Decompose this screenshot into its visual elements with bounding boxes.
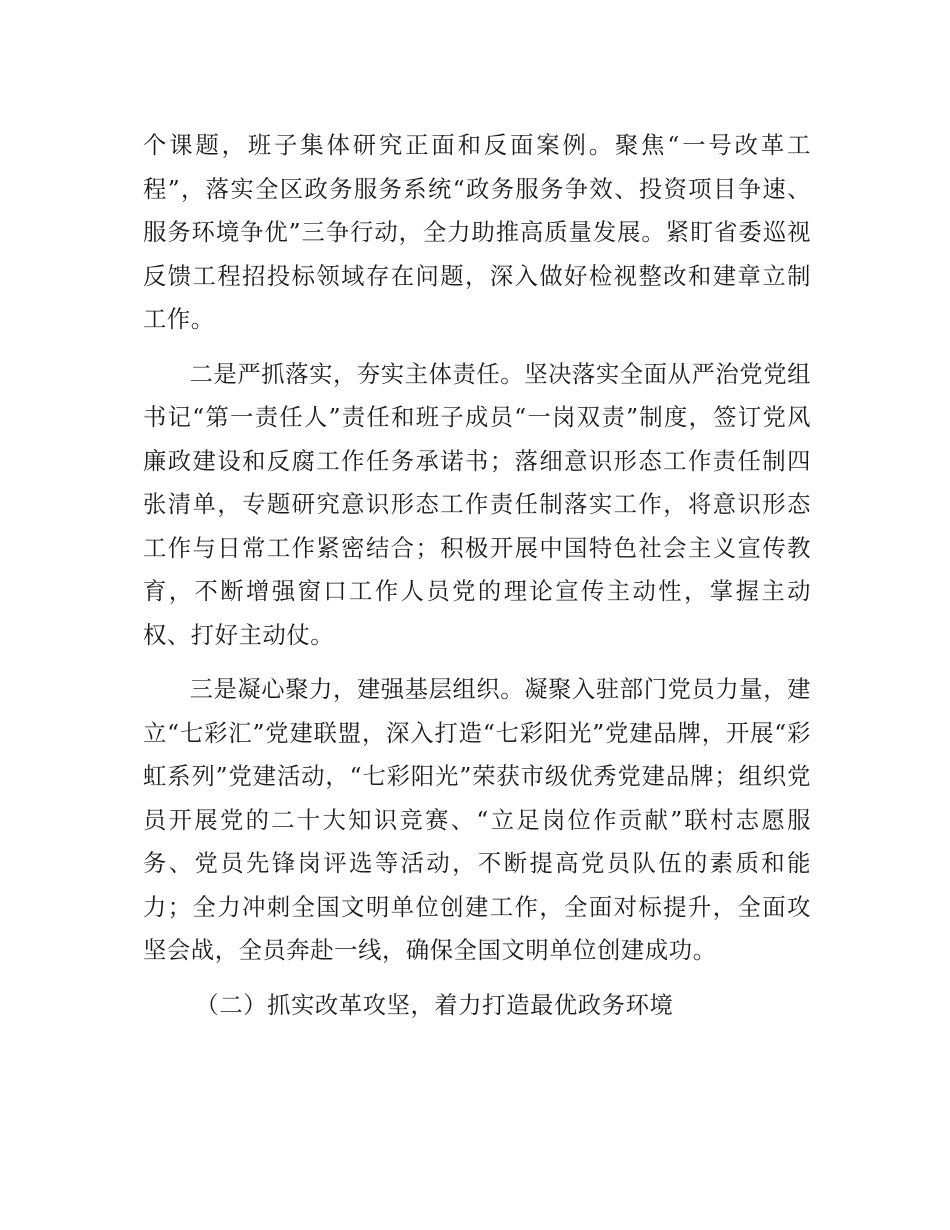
paragraph-continuation: 个课题，班子集体研究正面和反面案例。聚焦“一号改革工程”，落实全区政务服务系统“政务服务争效、投资项目争速、服务环境争优”三争行动，全力助推高质量发展。紧盯省委巡视反馈工程招投标领域存在问题，深入做好检视整改和建章立制工作。 [143, 132, 811, 333]
document-body [143, 124, 811, 1027]
section-heading: （二）抓实改革攻坚，着力打造最优政务环境 [195, 991, 674, 1019]
paragraph-two: 二是严抓落实，夯实主体责任。坚决落实全面从严治党党组书记“第一责任人”责任和班子成员“一岗双责”制度，签订党风廉政建设和反腐工作任务承诺书；落细意识形态工作责任制四张清单，专题研究意识形态工作责任制落实工作，将意识形态工作与日常工作紧密结合；积极开展中国特色社会主义宣传教育，不断增强窗口工作人员党的理论宣传主动性，掌握主动权、打好主动仗。 [143, 360, 811, 649]
paragraph-three: 三是凝心聚力，建强基层组织。凝聚入驻部门党员力量，建立“七彩汇”党建联盟，深入打造“七彩阳光”党建品牌，开展“彩虹系列”党建活动，“七彩阳光”荣获市级优秀党建品牌；组织党员开展党的二十大知识竞赛、“立足岗位作贡献”联村志愿服务、党员先锋岗评选等活动，不断提高党员队伍的素质和能力；全力冲刺全国文明单位创建工作，全面对标提升，全面攻坚会战，全员奔赴一线，确保全国文明单位创建成功。 [143, 676, 811, 964]
